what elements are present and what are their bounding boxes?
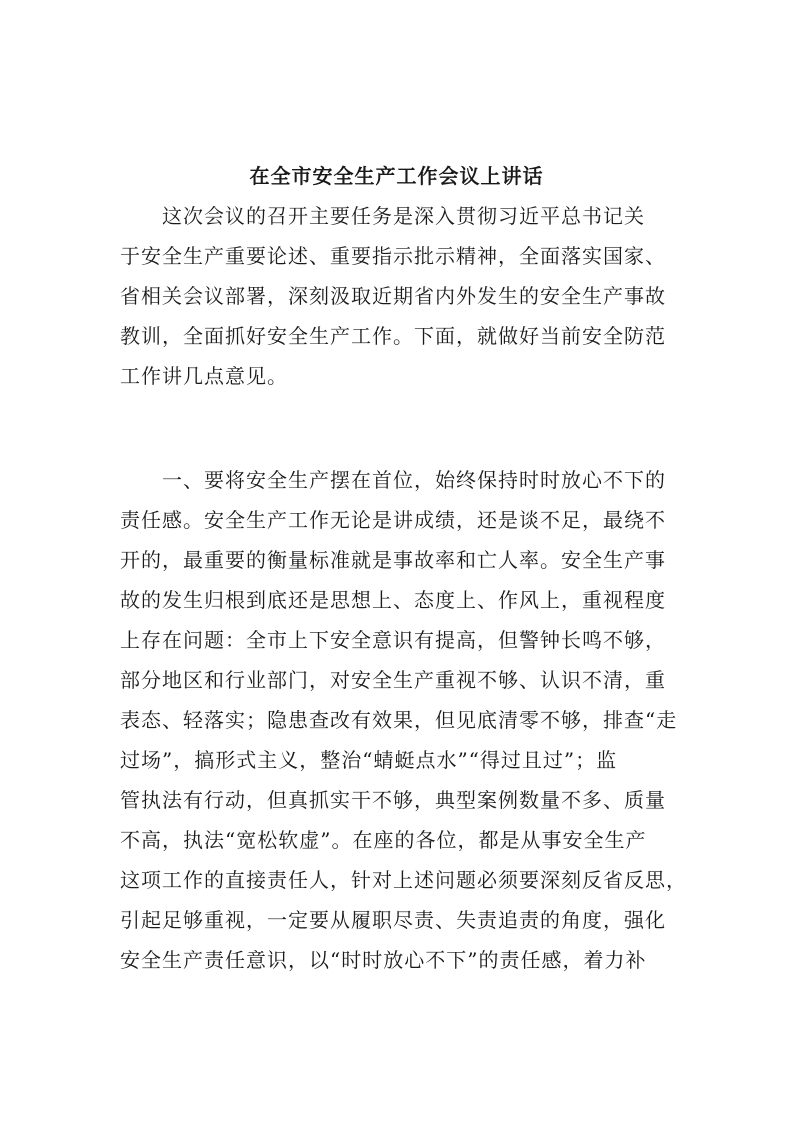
paragraph-intro xyxy=(120,196,695,396)
paragraph-section-one xyxy=(120,460,695,980)
paragraph-line: 安全生产责任意识，以“时时放心不下”的责任感，着力补 xyxy=(120,948,647,972)
paragraph-line: 这项工作的直接责任人，针对上述问题必须要深刻反省反思， xyxy=(120,868,687,892)
paragraph-line: 教训，全面抓好安全生产工作。下面，就做好当前安全防范 xyxy=(120,324,666,348)
paragraph-line: 故的发生归根到底还是思想上、态度上、作风上，重视程度 xyxy=(120,588,666,612)
paragraph-line: 一、要将安全生产摆在首位，始终保持时时放心不下的 xyxy=(162,468,666,492)
paragraph-line: 上存在问题：全市上下安全意识有提高，但警钟长鸣不够， xyxy=(120,628,666,652)
paragraph-line: 部分地区和行业部门，对安全生产重视不够、认识不清，重 xyxy=(120,668,666,692)
paragraph-line: 过场”，搞形式主义，整治“蜻蜓点水”“得过且过”；监 xyxy=(120,748,618,772)
paragraph-line: 不高，执法“宽松软虚”。在座的各位，都是从事安全生产 xyxy=(120,828,647,852)
paragraph-line: 于安全生产重要论述、重要指示批示精神，全面落实国家、 xyxy=(120,244,666,268)
paragraph-line: 这次会议的召开主要任务是深入贯彻习近平总书记关 xyxy=(162,204,645,228)
paragraph-line: 工作讲几点意见。 xyxy=(120,364,288,388)
paragraph-line: 表态、轻落实；隐患查改有效果，但见底清零不够，排查“走 xyxy=(120,708,678,732)
document-title: 在全市安全生产工作会议上讲话 xyxy=(249,164,544,188)
paragraph-line: 省相关会议部署，深刻汲取近期省内外发生的安全生产事故 xyxy=(120,284,666,308)
paragraph-line: 开的，最重要的衡量标准就是事故率和亡人率。安全生产事 xyxy=(120,548,666,572)
paragraph-line: 管执法有行动，但真抓实干不够，典型案例数量不多、质量 xyxy=(120,788,666,812)
paragraph-line: 责任感。安全生产工作无论是讲成绩，还是谈不足，最绕不 xyxy=(120,508,666,532)
paragraph-line: 引起足够重视，一定要从履职尽责、失责追责的角度，强化 xyxy=(120,908,666,932)
